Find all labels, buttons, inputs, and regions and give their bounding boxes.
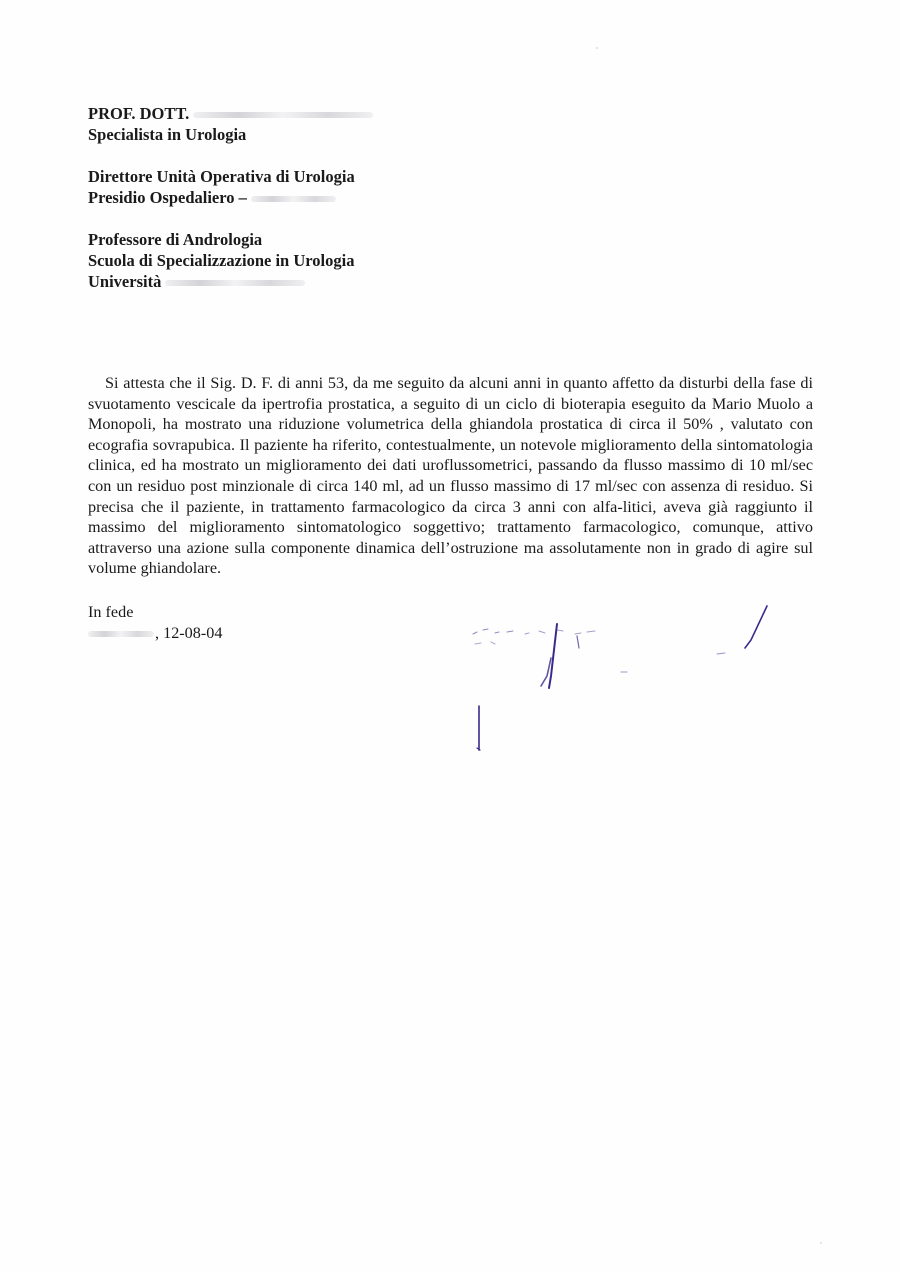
scan-speck (820, 1242, 822, 1244)
letterhead-block-title (88, 103, 488, 145)
salutation: In fede (88, 603, 134, 621)
closing (88, 602, 222, 643)
doctor-title: PROF. DOTT. (88, 104, 190, 123)
university-label: Università (88, 272, 162, 291)
director-role: Direttore Unità Operativa di Urologia (88, 167, 355, 186)
school-name: Scuola di Specializzazione in Urologia (88, 251, 355, 270)
signature-image (455, 598, 785, 758)
letterhead-block-academic (88, 229, 488, 292)
redacted-hospital (251, 196, 336, 202)
letterhead-block-role (88, 166, 488, 208)
hospital-label: Presidio Ospedaliero – (88, 188, 247, 207)
specialty: Specialista in Urologia (88, 125, 247, 144)
letter-date: , 12-08-04 (155, 623, 223, 642)
letterhead (88, 103, 488, 313)
professor-role: Professore di Andrologia (88, 230, 263, 249)
redacted-university (165, 280, 305, 286)
scan-speck (596, 47, 598, 49)
redacted-place (88, 631, 154, 637)
redacted-name (193, 112, 373, 118)
attestation-paragraph: Si attesta che il Sig. D. F. di anni 53, da me seguito da alcuni anni in quanto affetto da disturbi della fase di svuotamento vescicale da ipertrofia prostatica, a seguito di un ciclo di bioterapia eseguito da Mario Muolo a Monopoli, ha mostrato una riduzione volumetrica della ghiandola prostatica di circa il 50% , valutato con ecografia sovrapubica. Il paziente ha riferito, contestualmente, un notevole miglioramento della sintomatologia clinica, ed ha mostrato un miglioramento dei dati uroflussometrici, passando da flusso massimo di 10 ml/sec con un residuo post minzionale di circa 140 ml, ad un flusso massimo di 17 ml/sec con assenza di residuo. Si precisa che il paziente, in trattamento farmacologico da circa 3 anni con alfa-litici, aveva già raggiunto il massimo del miglioramento sintomatologico soggettivo; trattamento farmacologico, comunque, attivo attraverso una azione sulla componente dinamica dell’ostruzione ma assolutamente non in grado di agire sul volume ghiandolare. (88, 374, 813, 578)
